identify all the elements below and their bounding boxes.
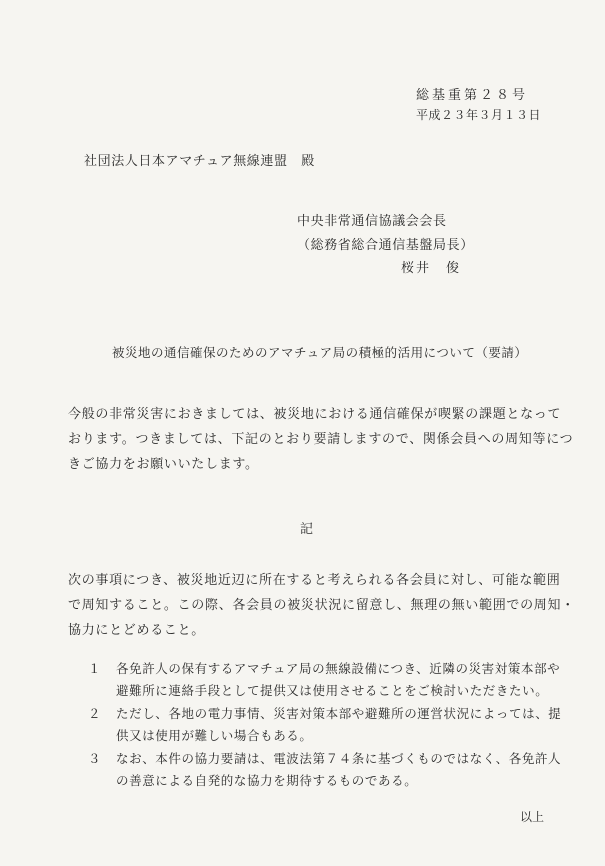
list-item	[88, 658, 561, 702]
item-number: ３	[88, 751, 102, 766]
list-item	[88, 748, 562, 792]
request-items-list	[88, 658, 562, 793]
notice-paragraph	[68, 568, 575, 643]
sender-title: 中央非常通信協議会会長	[297, 214, 447, 229]
document-date: 平成２３年３月１３日	[416, 108, 542, 122]
item-line: 各免許人の保有するアマチュア局の無線設備につき、近隣の災害対策本部や	[116, 661, 561, 676]
item-line: ただし、各地の電力事情、災害対策本部や避難所の運営状況によっては、提	[116, 706, 562, 721]
notice-line: で周知すること。この際、各会員の被災状況に留意し、無理の無い範囲での周知・	[68, 598, 575, 613]
item-number: １	[88, 661, 102, 676]
notice-line: 協力にとどめること。	[68, 623, 206, 638]
item-line: 供又は使用が難しい場合もある。	[116, 728, 313, 743]
notice-line: 次の事項につき、被災地近辺に所在すると考えられる各会員に対し、可能な範囲	[68, 573, 561, 588]
closing-mark: 以上	[520, 810, 545, 824]
reference-number: 総基重第２８号	[416, 88, 529, 103]
item-line: 避難所に連絡手段として提供又は使用させることをご検討いただきたい。	[116, 683, 549, 698]
list-item	[88, 703, 562, 747]
sender-name: 桜井 俊	[401, 261, 462, 276]
item-line: なお、本件の協力要請は、電波法第７４条に基づくものではなく、各免許人	[116, 751, 562, 766]
addressee: 社団法人日本アマチュア無線連盟 殿	[84, 154, 315, 169]
document-subject: 被災地の通信確保のためのアマチュア局の積極的活用について（要請）	[112, 345, 528, 360]
intro-paragraph	[68, 402, 574, 477]
intro-line: 今般の非常災害におきましては、被災地における通信確保が喫緊の課題となって	[68, 407, 562, 422]
item-number: ２	[88, 706, 102, 721]
sender-affiliation: （総務省総合通信基盤局長）	[297, 238, 474, 253]
intro-line: おります。つきましては、下記のとおり要請しますので、関係会員への周知等につ	[68, 432, 574, 447]
item-line: の善意による自発的な協力を期待するものである。	[116, 773, 418, 788]
intro-line: きご協力をお願いいたします。	[68, 457, 259, 472]
ki-heading: 記	[300, 522, 314, 537]
